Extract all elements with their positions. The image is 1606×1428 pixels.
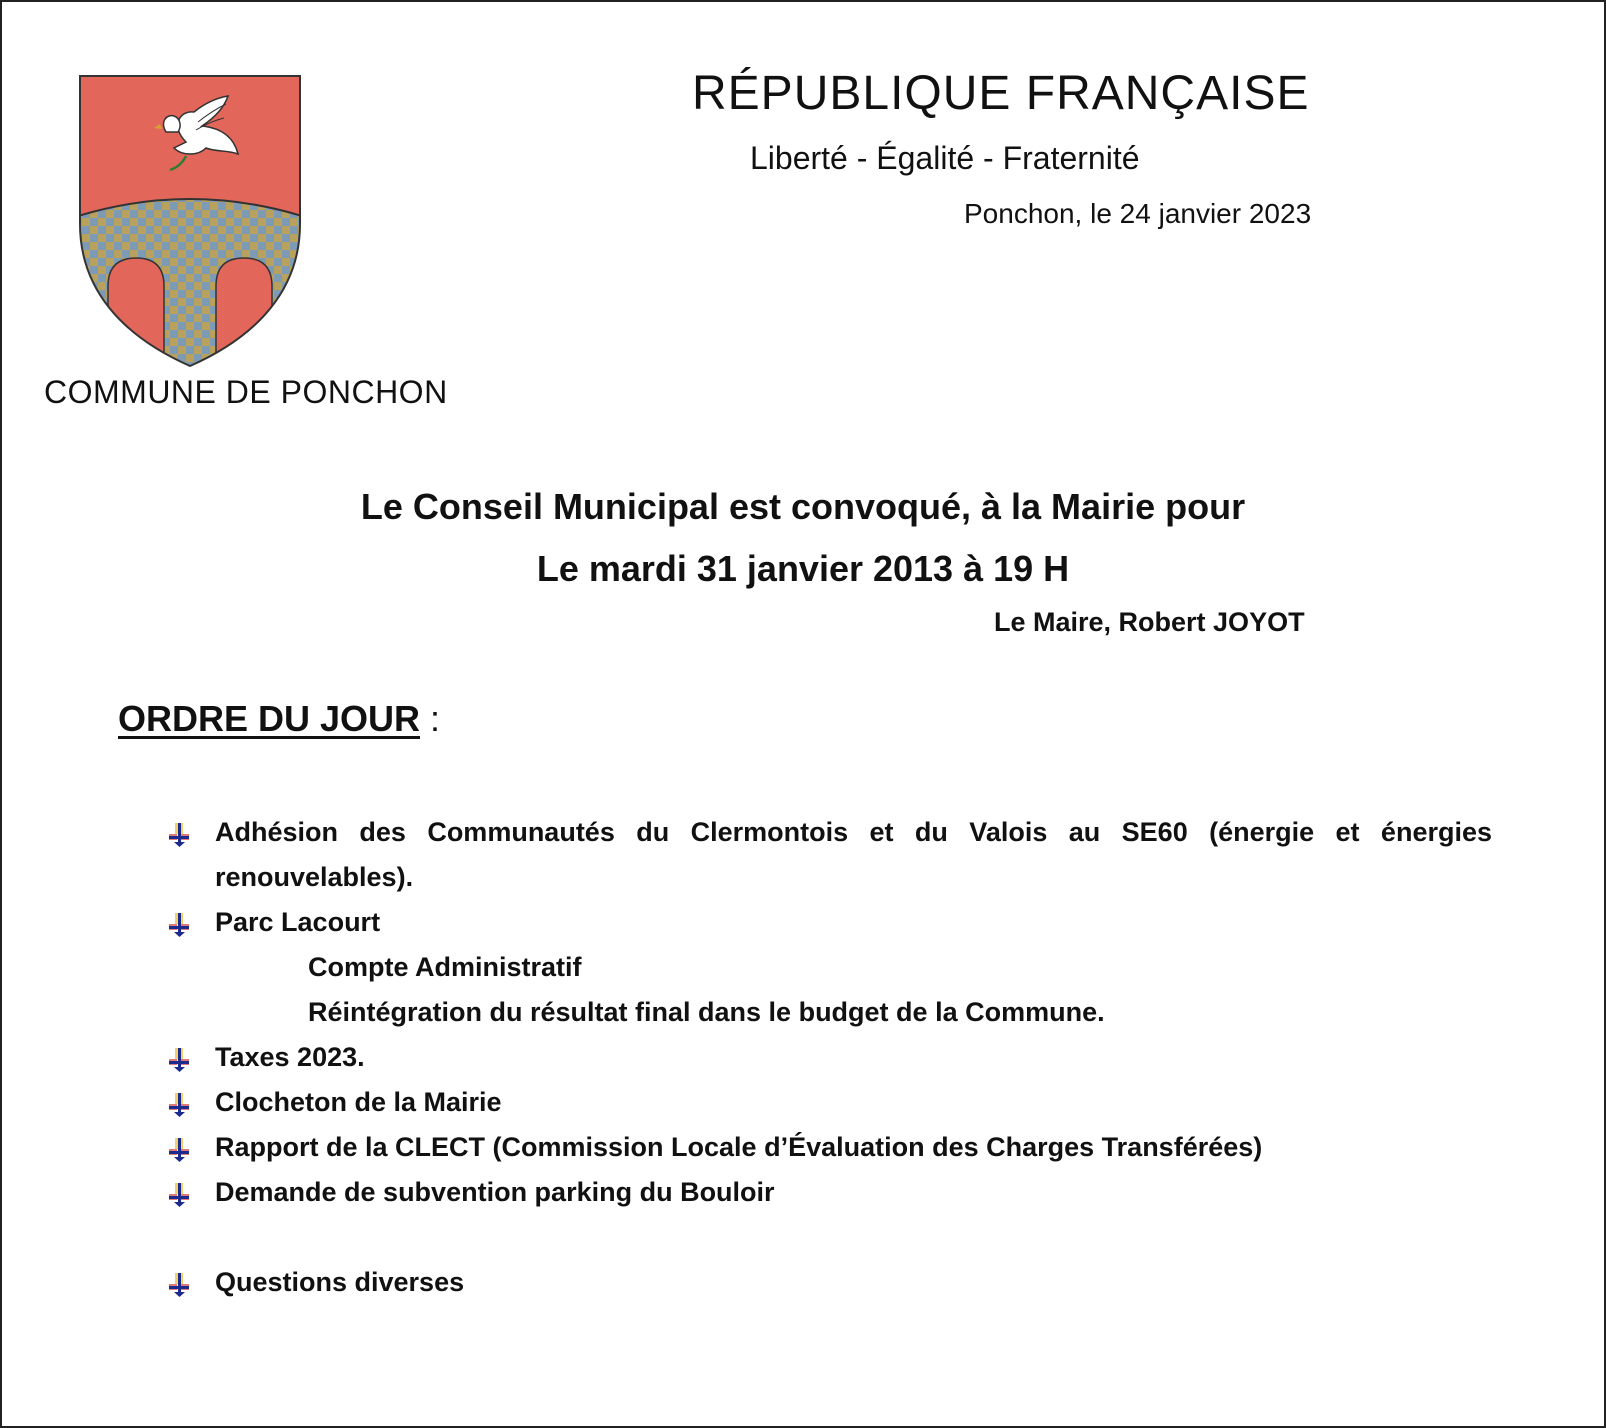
- list-item: [162, 1080, 1492, 1125]
- agenda-item-text: Rapport de la CLECT (Commission Locale d’Évaluation des Charges Transférées): [215, 1132, 1263, 1162]
- place-and-date: Ponchon, le 24 janvier 2023: [964, 198, 1312, 229]
- list-item: [162, 1125, 1492, 1170]
- agenda-subitem: Compte Administratif: [308, 952, 582, 982]
- list-item: [162, 810, 1492, 900]
- convocation-line-2: Le mardi 31 janvier 2013 à 19 H: [536, 548, 1070, 589]
- agenda-title-text: ORDRE DU JOUR: [118, 698, 421, 739]
- arrow-down-bullet-icon: [166, 1272, 192, 1298]
- list-item: [162, 1170, 1492, 1215]
- agenda-title-colon: :: [420, 698, 441, 739]
- agenda-item-text: Demande de subvention parking du Bouloir: [215, 1177, 775, 1207]
- arrow-down-bullet-icon: [166, 1092, 192, 1118]
- arrow-down-bullet-icon: [166, 1137, 192, 1163]
- agenda-item-text: Taxes 2023.: [215, 1042, 365, 1072]
- arrow-down-bullet-icon: [166, 822, 192, 848]
- list-item: [162, 1260, 1492, 1305]
- agenda-title: [118, 698, 440, 740]
- commune-name: COMMUNE DE PONCHON: [44, 374, 448, 410]
- arrow-down-bullet-icon: [166, 1182, 192, 1208]
- spacer: [162, 1215, 1492, 1260]
- republic-motto: Liberté - Égalité - Fraternité: [750, 140, 1140, 176]
- agenda-item-text: Parc Lacourt: [215, 907, 381, 937]
- agenda-item-text: Questions diverses: [215, 1267, 465, 1297]
- republic-title: RÉPUBLIQUE FRANÇAISE: [692, 67, 1310, 120]
- mayor-signature: Le Maire, Robert JOYOT: [994, 607, 1305, 637]
- agenda-list: [162, 810, 1492, 1305]
- agenda-subitem: Réintégration du résultat final dans le budget de la Commune.: [308, 997, 1105, 1027]
- list-item: [162, 1035, 1492, 1080]
- arrow-down-bullet-icon: [166, 1047, 192, 1073]
- agenda-item-text: Adhésion des Communautés du Clermontois et du Valois au SE60 (énergie et énergies renouvelables).: [215, 817, 1492, 892]
- coat-of-arms-icon: [78, 74, 302, 370]
- agenda-item-text: Clocheton de la Mairie: [215, 1087, 502, 1117]
- list-item: [162, 900, 1492, 945]
- convocation-line-1: Le Conseil Municipal est convoqué, à la Mairie pour: [360, 486, 1246, 527]
- arrow-down-bullet-icon: [166, 912, 192, 938]
